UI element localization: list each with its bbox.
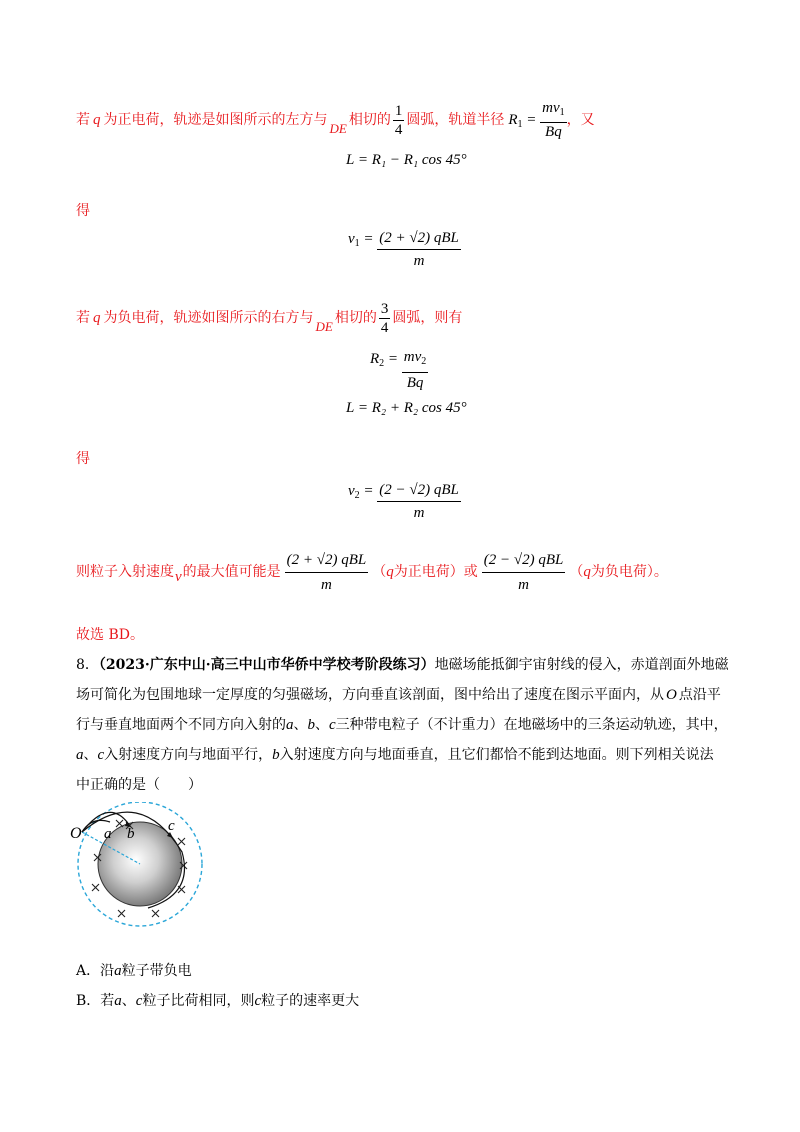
label-O: O (70, 825, 82, 842)
solution-line-positive (76, 100, 595, 140)
text: 圆弧，轨道半径 (406, 112, 505, 128)
question-source: （2023·广东中山·高三中山市华侨中学校考阶段练习） (98, 657, 435, 673)
text: 若 (76, 310, 90, 326)
option-b: B．若a、c粒子比荷相同，则c粒子的速率更大 (76, 993, 360, 1009)
v1-lhs: $v_1$ = (348, 230, 378, 249)
question-8-line-3: 行与垂直地面两个不同方向入射的a、b、c三种带电粒子（不计重力）在地磁场中的三条运动轨迹，其中， (76, 717, 728, 733)
text: ，又 (566, 112, 595, 128)
label-c: c (168, 818, 175, 834)
earth-magnetic-field-figure (70, 802, 210, 928)
label-b: b (127, 826, 135, 842)
v1-numerator: (2 + √2) qBL (377, 228, 461, 250)
equation-L-R2: L = R₂ + R₂ cos 45° (346, 400, 467, 416)
text: 相切的 (334, 310, 377, 326)
question-8-line-4: a、c入射速度方向与地面平行，b入射速度方向与地面垂直，且它们都恰不能到达地面。则下列相关说法 (76, 747, 714, 763)
text: 若 (76, 112, 90, 128)
label-a: a (104, 826, 112, 842)
var-DE: DE (315, 319, 333, 334)
fraction-mv1-Bq: $\frac{mv_1}{Bq}$ (542, 100, 565, 140)
text: 为负电荷，轨迹如图所示的右方与 (103, 310, 314, 326)
de-text-1: 得 (76, 203, 90, 219)
conclusion-line: 则粒子入射速度v的最大值可能是 $\frac{\text{(2 + √2) qBL}}{m}$ （q为正电荷）或 $\frac{\text{(2 − √2) qBL}}{m}$ （q为负电荷）。 (76, 546, 668, 598)
de-text-2: 得 (76, 451, 90, 467)
fraction-three-quarters: $\frac{3}{4}$ (380, 300, 389, 336)
var-DE: DE (329, 121, 347, 136)
radius-R1: $R_1$ = (508, 112, 541, 130)
solution-line-negative (76, 298, 462, 338)
fraction-quarter: $\frac{1}{4}$ (394, 102, 403, 138)
equation-v1 (348, 228, 461, 271)
option-a: A．沿a粒子带负电 (76, 963, 192, 979)
text: 圆弧，则有 (392, 310, 463, 326)
text: 为正电荷，轨迹是如图所示的左方与 (103, 112, 328, 128)
equation-R2: $R_2$ = $\frac{mv_2}{Bq}$ (370, 349, 427, 391)
answer-line: 故选 BD。 (76, 627, 144, 643)
question-8-line-1: 8．（2023·广东中山·高三中山市华侨中学校考阶段练习）地磁场能抵御宇宙射线的侵入，赤道剖面外地磁 (76, 657, 729, 673)
question-8-line-2: 场可简化为包围地球一定厚度的匀强磁场，方向垂直该剖面，图中给出了速度在图示平面内，从 O 点沿平 (76, 687, 721, 703)
equation-v2: $v_2$ = $\frac{\text{(2 − √2) qBL}}{m}$ (348, 482, 459, 521)
var-q: q (93, 310, 101, 326)
question-8-line-5: 中正确的是（ ） (76, 777, 202, 793)
equation-L-R1: L = R₁ − R₁ cos 45° (346, 152, 467, 168)
var-q: q (93, 112, 101, 128)
v1-denominator: m (413, 253, 425, 269)
text: 相切的 (348, 112, 391, 128)
